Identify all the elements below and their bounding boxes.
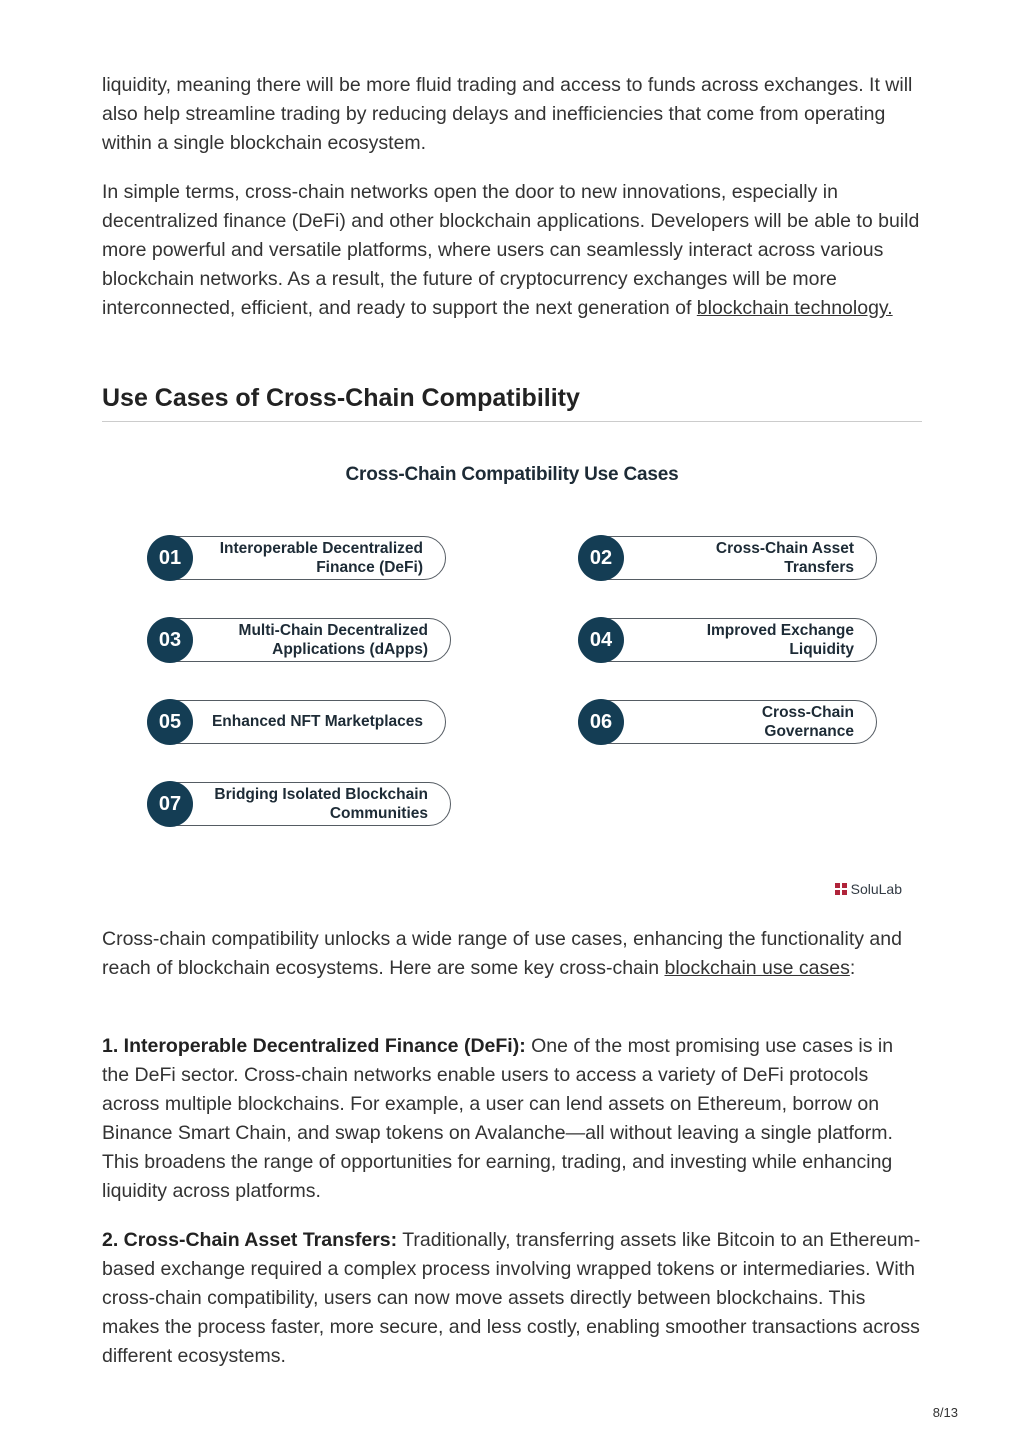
heading-divider: [102, 421, 922, 422]
use-case-item-02: [579, 536, 877, 580]
use-case-label: Bridging Isolated Blockchain Communities: [214, 785, 428, 822]
use-case-number: 05: [147, 699, 193, 745]
paragraph-simple-terms: [102, 178, 924, 323]
use-case-item-07: [148, 782, 451, 826]
use-case-label: Interoperable Decentralized Finance (DeFi): [219, 539, 423, 576]
paragraph-use-cases-intro: [102, 925, 924, 983]
paragraph-text: In simple terms, cross-chain networks open the door to new innovations, especially in decentralized finance (DeFi) and other blockchain applications. Developers will be able to build more powerful and versatile platforms, where users can seamlessly interact across various blockchain networks. As a result, the future of cryptocurrency exchanges will be more interconnected, efficient, and ready to support the next generation of: [102, 181, 920, 319]
use-case-label: Cross-Chain Asset Transfers: [715, 539, 854, 576]
use-case-number: 02: [578, 535, 624, 581]
use-cases-infographic: [102, 440, 922, 910]
section-heading: Use Cases of Cross-Chain Compatibility: [102, 384, 580, 412]
use-case-number: 07: [147, 781, 193, 827]
paragraph-text: Cross-chain compatibility unlocks a wide range of use cases, enhancing the functionality and reach of blockchain ecosystems. Here are some key cross-chain: [102, 928, 902, 979]
brand-name: SoluLab: [850, 881, 902, 897]
use-case-number: 06: [578, 699, 624, 745]
use-case-label: Improved Exchange Liquidity: [706, 621, 854, 658]
page-number: 8/13: [932, 1405, 958, 1420]
solulab-logo-icon: [835, 883, 847, 895]
blockchain-technology-link[interactable]: blockchain technology.: [696, 297, 893, 319]
blockchain-use-cases-link[interactable]: blockchain use cases: [664, 957, 850, 979]
paragraph-text: :: [849, 957, 856, 979]
paragraph-text: liquidity, meaning there will be more fluid trading and access to funds across exchanges. It will also help streamline trading by reducing delays and inefficiencies that come from operating within a single blockchain ecosystem.: [102, 74, 913, 154]
use-case-number: 01: [147, 535, 193, 581]
use-case-number: 03: [147, 617, 193, 663]
use-case-number: 04: [578, 617, 624, 663]
use-case-item-05: [148, 700, 446, 744]
paragraph-defi: [102, 1032, 924, 1206]
use-case-label: Cross-Chain Governance: [761, 703, 854, 740]
paragraph-text: One of the most promising use cases is in the DeFi sector. Cross-chain networks enable users to access a variety of DeFi protocols across multiple blockchains. For example, a user can lend assets on Ethereum, borrow on Binance Smart Chain, and swap tokens on Avalanche—all without leaving a single platform. This broadens the range of opportunities for earning, trading, and investing while enhancing liquidity across platforms.: [102, 1035, 894, 1202]
use-case-item-03: [148, 618, 451, 662]
use-case-item-01: [148, 536, 446, 580]
use-case-item-06: [579, 700, 877, 744]
paragraph-asset-transfers: [102, 1226, 924, 1371]
use-case-label: Enhanced NFT Marketplaces: [211, 713, 423, 730]
paragraph-bold-lead: 1. Interoperable Decentralized Finance (DeFi):: [102, 1035, 526, 1057]
paragraph-bold-lead: 2. Cross-Chain Asset Transfers:: [102, 1229, 398, 1251]
use-case-label: Multi-Chain Decentralized Applications (dApps): [238, 621, 428, 658]
paragraph-text: Traditionally, transferring assets like Bitcoin to an Ethereum-based exchange required a complex process involving wrapped tokens or intermediaries. With cross-chain compatibility, users can now move assets directly between blockchains. This makes the process faster, more secure, and less costly, enabling smoother transactions across different ecosystems.: [102, 1229, 921, 1367]
infographic-title: Cross-Chain Compatibility Use Cases: [345, 464, 679, 485]
paragraph-liquidity: [102, 71, 924, 158]
brand-logo: [835, 881, 902, 897]
use-case-item-04: [579, 618, 877, 662]
